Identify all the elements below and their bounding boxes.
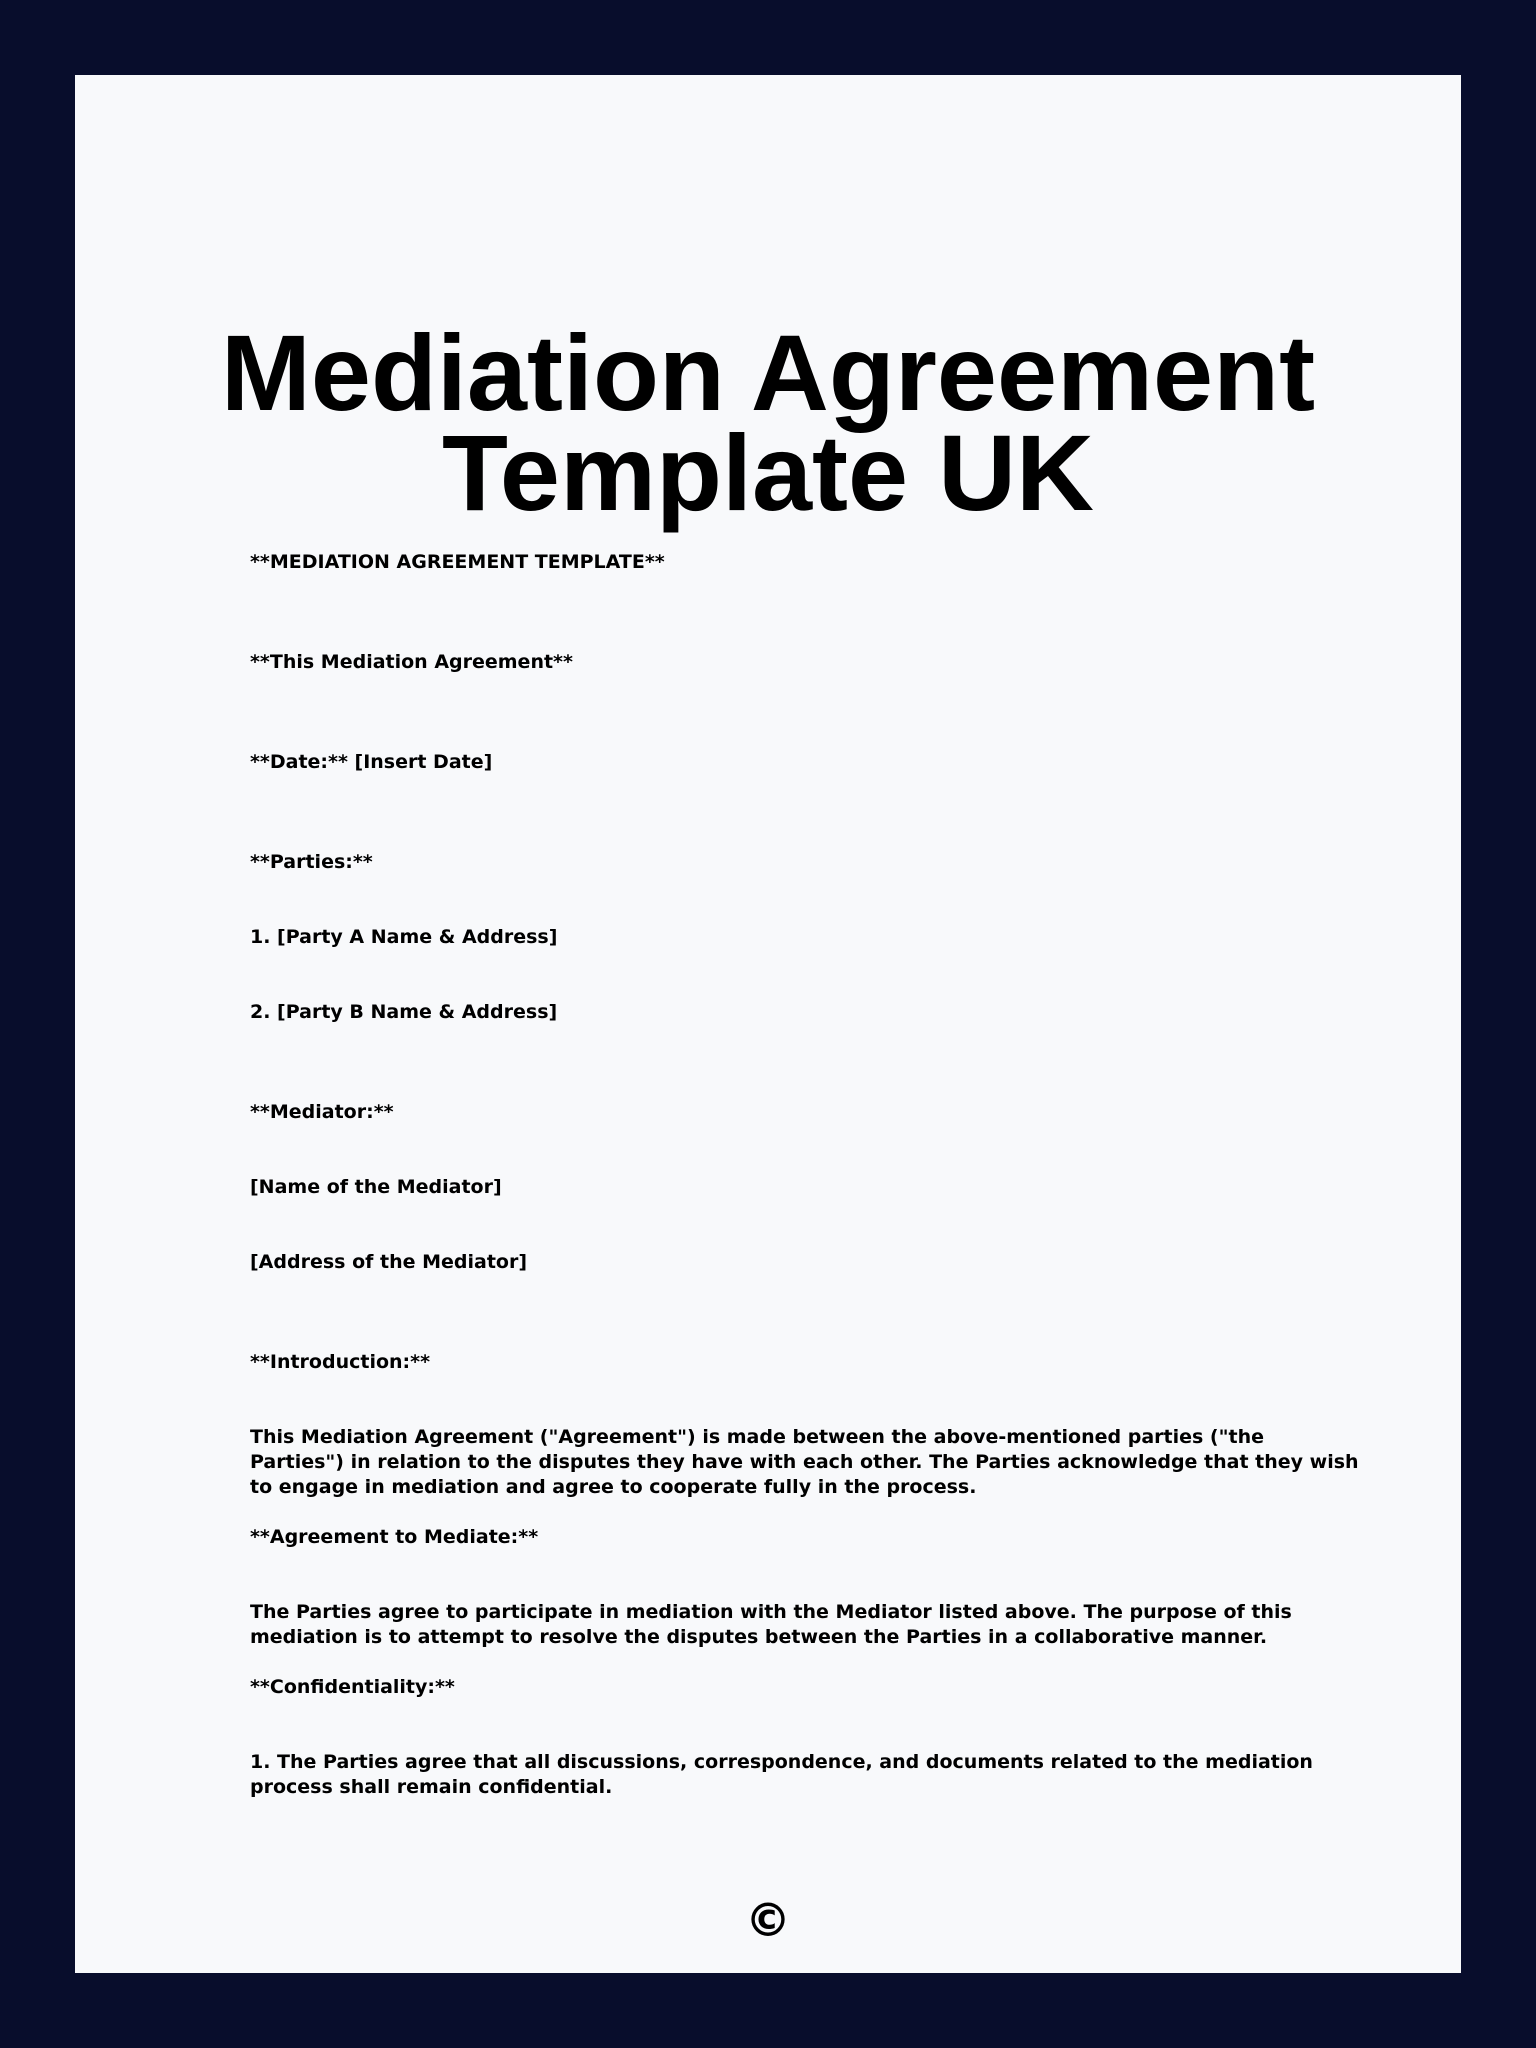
agreement-subheading: **This Mediation Agreement** [250,651,573,673]
parties-label: **Parties:** [250,851,373,873]
mediator-name-line: [Name of the Mediator] [250,1176,502,1198]
date-line: **Date:** [Insert Date] [250,751,493,773]
mediator-label: **Mediator:** [250,1101,394,1123]
party-b-line: 2. [Party B Name & Address] [250,1001,558,1023]
template-heading: **MEDIATION AGREEMENT TEMPLATE** [250,551,665,573]
copyright-icon: © [745,1893,791,1947]
document-title: Mediation Agreement Template UK [220,312,1316,533]
agreement-to-mediate-label: **Agreement to Mediate:** [250,1526,539,1548]
confidentiality-paragraph: 1. The Parties agree that all discussions, correspondence, and documents related to the mediation process shall remain confidential. [250,1751,1313,1798]
introduction-label: **Introduction:** [250,1351,431,1373]
confidentiality-label: **Confidentiality:** [250,1676,455,1698]
agreement-to-mediate-paragraph: The Parties agree to participate in mediation with the Mediator listed above. The purpose of this mediation is to attempt to resolve the disputes between the Parties in a collaborative manner. [250,1601,1292,1648]
mediator-address-line: [Address of the Mediator] [250,1251,528,1273]
party-a-line: 1. [Party A Name & Address] [250,926,558,948]
introduction-paragraph: This Mediation Agreement ("Agreement") is made between the above-mentioned parties ("the Parties") in relation to the disputes they have with each other. The Parties acknowledge that they wish to engage in mediation and agree to cooperate fully in the process. [250,1426,1359,1498]
document-page [75,75,1461,1973]
